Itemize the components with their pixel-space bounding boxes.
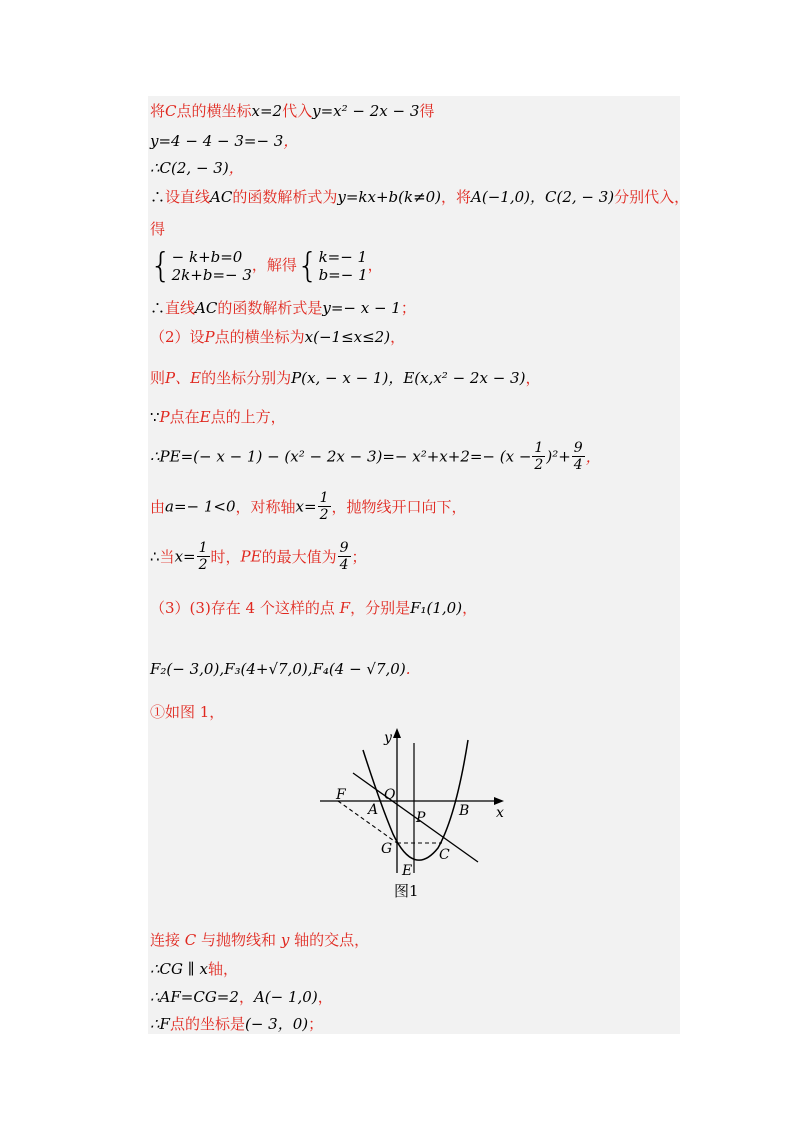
text: （3）(3)存在 4 个这样的点 bbox=[150, 599, 340, 617]
eq: − k+b=0 bbox=[171, 248, 243, 266]
text: 点的横坐标 bbox=[176, 102, 252, 120]
text: ； bbox=[308, 1015, 324, 1033]
text-line bbox=[150, 660, 410, 678]
var-p: P bbox=[204, 328, 215, 346]
text-line bbox=[150, 490, 467, 523]
var-f: F bbox=[339, 599, 351, 617]
text: ，分别是 bbox=[350, 599, 411, 617]
eq: 2k+b=− 3 bbox=[171, 266, 252, 284]
text-line bbox=[150, 958, 238, 979]
math: )²+ bbox=[546, 447, 571, 466]
label-b: B bbox=[459, 803, 470, 819]
text-line bbox=[150, 1013, 323, 1034]
text-line bbox=[150, 130, 298, 151]
therefore: ∴ bbox=[150, 547, 160, 566]
var-e: E bbox=[199, 408, 211, 426]
parabola bbox=[363, 740, 468, 860]
y-axis-arrow bbox=[393, 728, 401, 738]
system-1 bbox=[172, 248, 252, 284]
text: ， bbox=[462, 599, 478, 617]
text: 当 bbox=[159, 548, 175, 566]
math: F₂(− 3,0),F₃(4+√7,0),F₄(4 − √7,0) bbox=[150, 660, 406, 678]
text: 点的上方， bbox=[210, 408, 286, 426]
text-line bbox=[150, 367, 540, 388]
text-line bbox=[150, 326, 405, 347]
math: A(−1,0)，C(2, − 3) bbox=[471, 188, 615, 206]
math: x=2 bbox=[251, 102, 283, 120]
text-line bbox=[150, 297, 416, 318]
math: y=kx+b(k≠0) bbox=[337, 188, 442, 206]
text: （2）设 bbox=[150, 328, 205, 346]
fraction: $\frac{9}{4}$ bbox=[339, 540, 349, 573]
parabola-diagram bbox=[318, 728, 508, 878]
text: 连接 bbox=[150, 931, 185, 949]
text: 的函数解析式是 bbox=[217, 299, 323, 317]
text-line bbox=[150, 406, 286, 427]
text: 时， bbox=[210, 548, 241, 566]
text: ， bbox=[238, 988, 254, 1006]
text: ， bbox=[228, 159, 244, 177]
math: a=− 1<0 bbox=[165, 497, 236, 516]
because: ∵ bbox=[150, 408, 160, 426]
text-line bbox=[150, 100, 434, 121]
text: 直线 bbox=[165, 299, 196, 317]
var-y: y bbox=[280, 931, 290, 949]
text-line bbox=[150, 218, 165, 239]
math: x= bbox=[174, 547, 196, 566]
eq: b=− 1 bbox=[318, 266, 368, 284]
fraction: $\frac{1}{2}$ bbox=[534, 440, 544, 473]
text: 与抛物线和 bbox=[196, 931, 281, 949]
text: 点在 bbox=[169, 408, 200, 426]
math: y=− x − 1 bbox=[322, 299, 401, 317]
text: 分别代入， bbox=[614, 188, 690, 206]
label-x: x bbox=[496, 805, 504, 821]
math: y=4 − 4 − 3=− 3 bbox=[150, 132, 284, 150]
text: ， bbox=[390, 328, 406, 346]
math: ∴PE=(− x − 1) − (x² − 2x − 3)=− x²+x+2=− (x − bbox=[150, 447, 532, 466]
math: AC bbox=[210, 188, 233, 206]
math: x(−1≤x≤2) bbox=[304, 328, 391, 346]
therefore: ∴ bbox=[150, 188, 166, 206]
label-p: P bbox=[416, 810, 426, 826]
text: . bbox=[405, 660, 411, 678]
math: F₁(1,0) bbox=[410, 599, 463, 617]
text: 轴， bbox=[207, 960, 238, 978]
text: 点的坐标是 bbox=[169, 1015, 245, 1033]
math: AC bbox=[195, 299, 218, 317]
fraction: $\frac{1}{2}$ bbox=[198, 540, 208, 573]
text: ， bbox=[525, 369, 541, 387]
text: ， bbox=[283, 132, 299, 150]
math: PE bbox=[240, 547, 262, 566]
text: 点的横坐标为 bbox=[214, 328, 305, 346]
math: P(x, − x − 1)，E(x,x² − 2x − 3) bbox=[291, 369, 526, 387]
text: ， bbox=[585, 448, 601, 466]
text-line bbox=[150, 597, 477, 618]
x-axis-arrow bbox=[494, 797, 504, 805]
label-g: G bbox=[381, 841, 393, 857]
text: 的最大值为 bbox=[261, 548, 337, 566]
therefore: ∴ bbox=[150, 299, 166, 317]
text-line bbox=[150, 929, 369, 950]
fraction: $\frac{9}{4}$ bbox=[573, 440, 583, 473]
text: 得 bbox=[419, 102, 435, 120]
math: x= bbox=[295, 497, 317, 516]
text-line bbox=[150, 540, 367, 573]
text: 则 bbox=[150, 369, 166, 387]
equation-system-line: { − k+b=0 2k+b=− 3 ，解得{ k=− 1 b=− 1 ， bbox=[150, 246, 383, 286]
text: ； bbox=[351, 548, 367, 566]
text: ， bbox=[367, 256, 383, 274]
text: 的坐标分别为 bbox=[201, 369, 292, 387]
text: ①如图 1， bbox=[150, 703, 225, 721]
math: ∴C(2, − 3) bbox=[150, 159, 229, 177]
text: ，抛物线开口向下， bbox=[331, 498, 467, 516]
figure-caption: 图1 bbox=[394, 882, 419, 900]
label-f: F bbox=[336, 787, 346, 803]
text: 的函数解析式为 bbox=[232, 188, 338, 206]
text: 由 bbox=[150, 498, 166, 516]
text: 轴的交点， bbox=[289, 931, 370, 949]
math: A(− 1,0) bbox=[253, 988, 318, 1006]
eq: k=− 1 bbox=[318, 248, 368, 266]
text-line bbox=[150, 986, 333, 1007]
text-line bbox=[150, 157, 244, 178]
label-e: E bbox=[402, 863, 413, 878]
math: ∴AF=CG=2 bbox=[150, 988, 239, 1006]
text: 将 bbox=[150, 102, 166, 120]
text: ； bbox=[400, 299, 416, 317]
math: y=x² − 2x − 3 bbox=[312, 102, 420, 120]
math: ∴F bbox=[150, 1015, 170, 1033]
text-line bbox=[150, 701, 224, 722]
text-line bbox=[150, 186, 689, 207]
var-c: C bbox=[184, 931, 197, 949]
label-a: A bbox=[368, 802, 379, 818]
text: 得 bbox=[150, 220, 166, 238]
text: ， bbox=[317, 988, 333, 1006]
vars: P、E bbox=[165, 369, 202, 387]
label-y: y bbox=[384, 730, 392, 746]
label-c: C bbox=[439, 847, 450, 863]
var-p: P bbox=[159, 408, 170, 426]
var-c: C bbox=[165, 102, 177, 120]
math: (− 3，0) bbox=[244, 1015, 309, 1033]
math: ∴CG ∥ x bbox=[150, 960, 208, 978]
text: ，对称轴 bbox=[235, 498, 296, 516]
label-o: O bbox=[384, 787, 396, 803]
system-2 bbox=[319, 248, 368, 284]
fraction: $\frac{1}{2}$ bbox=[319, 490, 329, 523]
text: ，解得 bbox=[251, 256, 297, 274]
text: 代入 bbox=[282, 102, 313, 120]
text: 设直线 bbox=[165, 188, 211, 206]
text-line bbox=[150, 440, 601, 473]
text: ，将 bbox=[441, 188, 472, 206]
figure-1 bbox=[318, 728, 508, 882]
